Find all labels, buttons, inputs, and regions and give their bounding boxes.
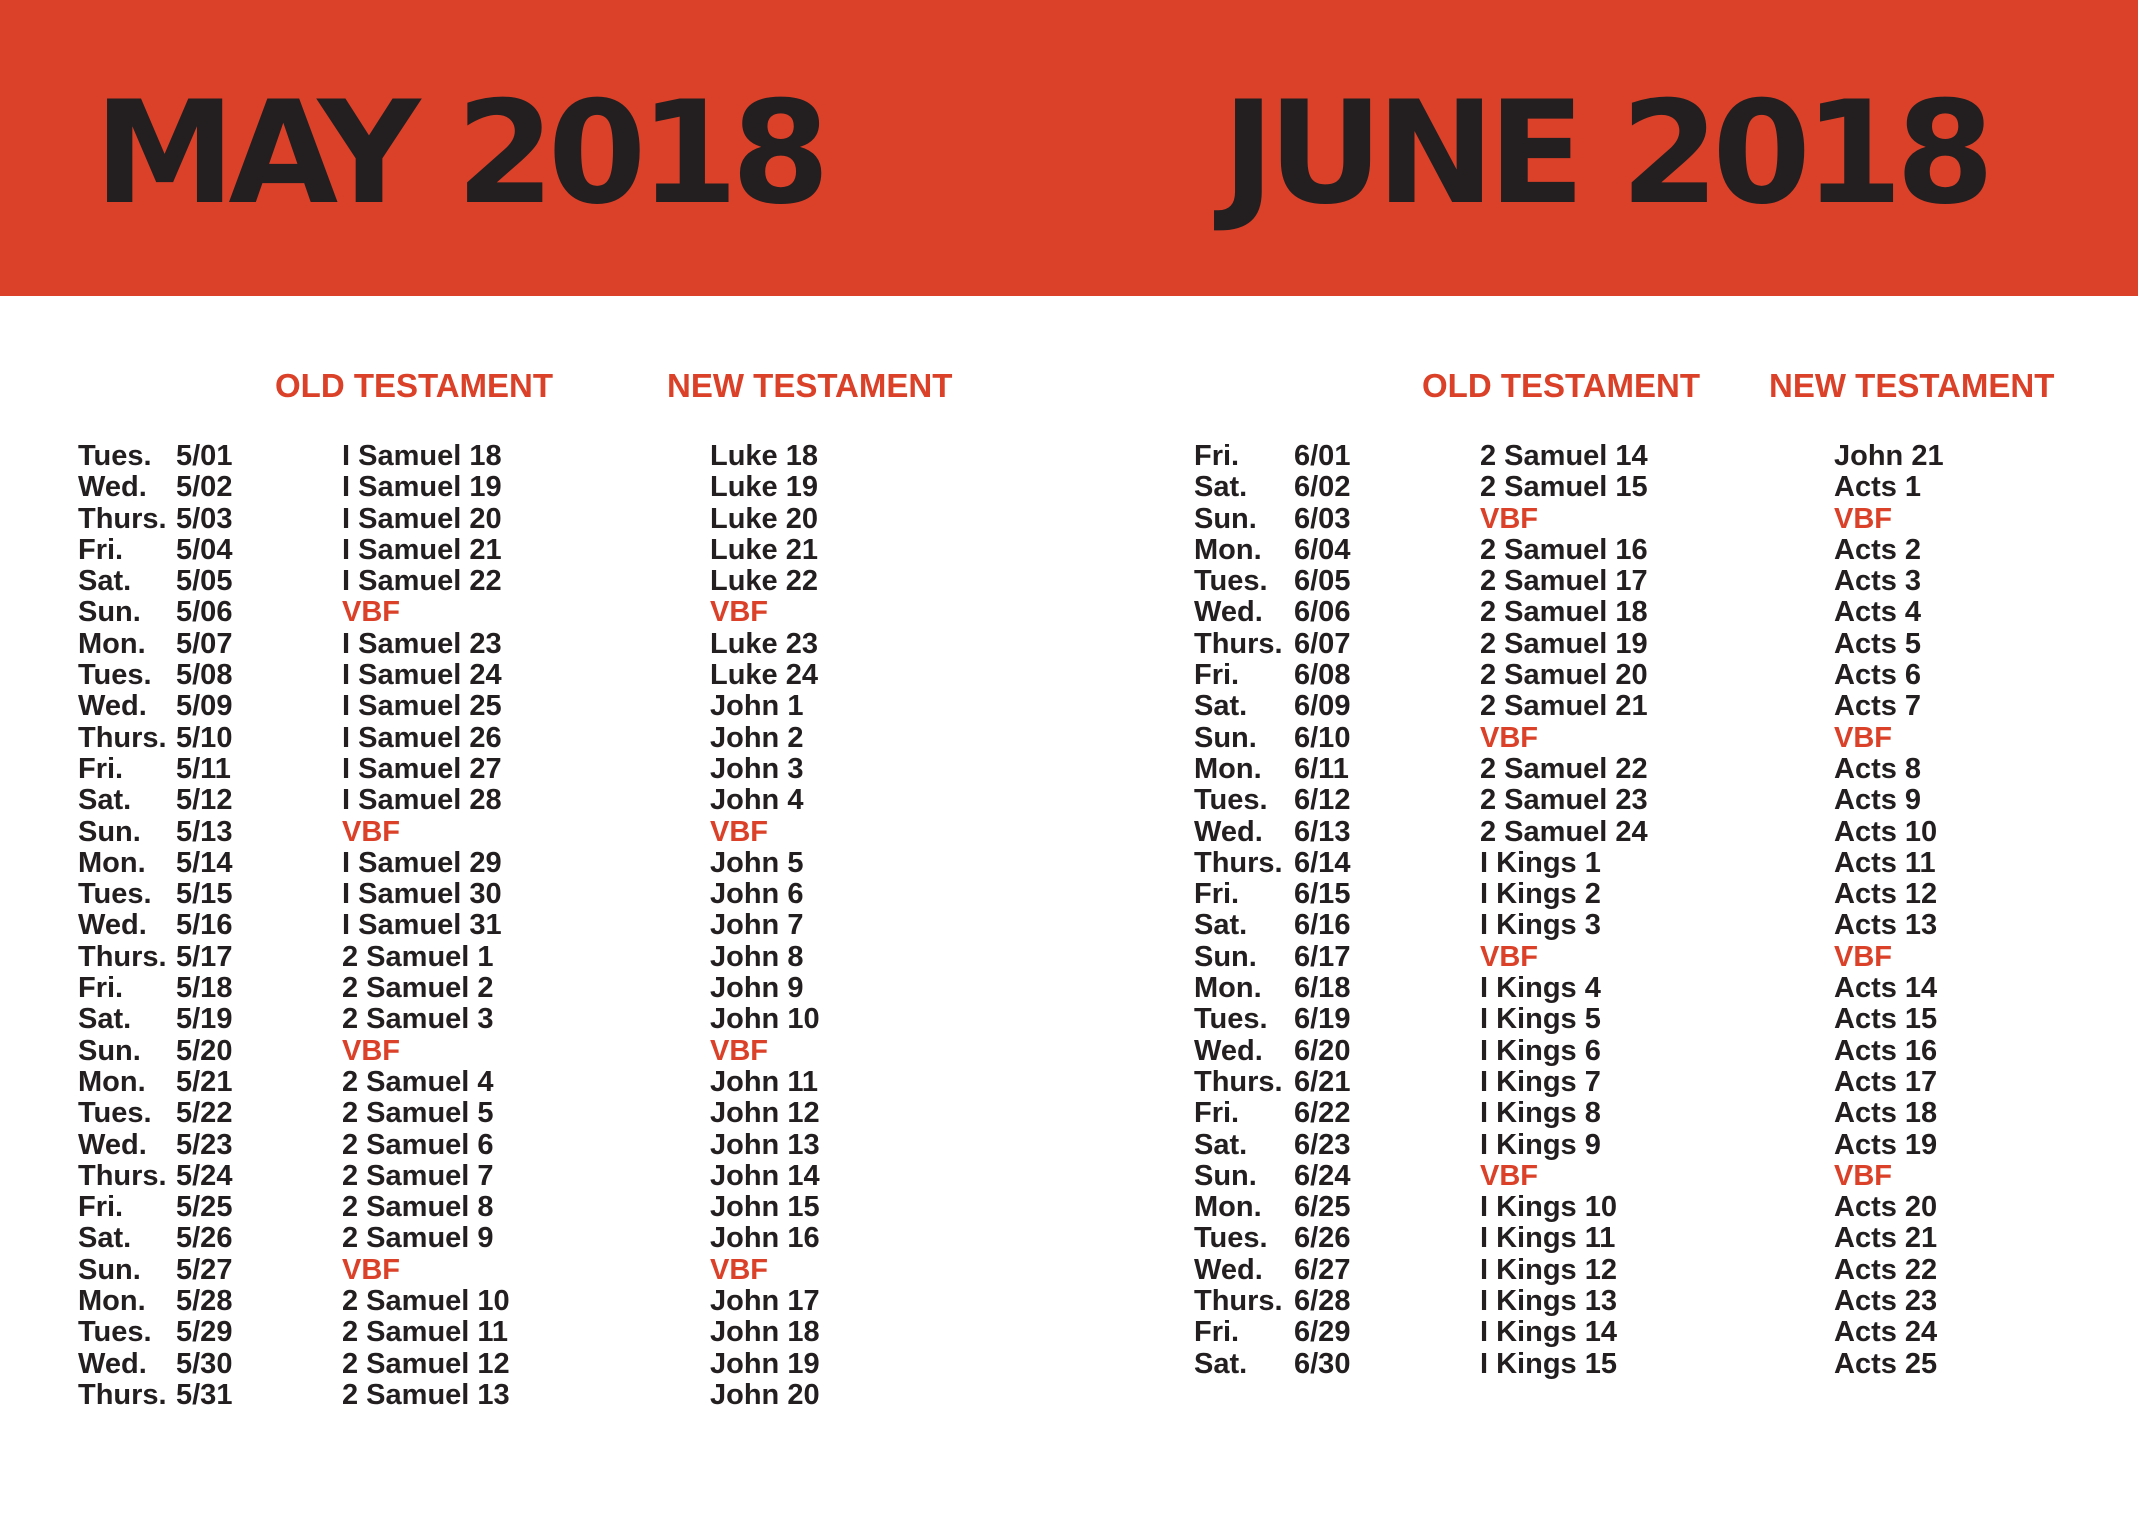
- new-testament-reading: Acts 23: [1834, 1285, 1938, 1318]
- new-testament-reading: Luke 24: [710, 659, 818, 692]
- day-label: Sun.: [1194, 940, 1257, 973]
- date-label: 5/13: [176, 815, 233, 848]
- date-label: 6/15: [1294, 878, 1351, 911]
- new-testament-reading: VBF: [710, 1253, 768, 1286]
- old-testament-reading: VBF: [342, 1253, 400, 1286]
- new-testament-reading: John 6: [710, 878, 804, 911]
- new-testament-reading: Acts 9: [1834, 784, 1922, 817]
- old-testament-reading: 2 Samuel 9: [342, 1222, 494, 1255]
- new-testament-reading: Acts 18: [1834, 1097, 1938, 1130]
- date-label: 6/20: [1294, 1034, 1351, 1067]
- day-label: Thurs.: [1194, 627, 1283, 660]
- day-label: Tues.: [78, 659, 152, 692]
- old-testament-reading: 2 Samuel 22: [1480, 752, 1648, 785]
- date-label: 6/11: [1294, 752, 1349, 785]
- new-testament-reading: Acts 22: [1834, 1253, 1938, 1286]
- day-label: Mon.: [78, 627, 146, 660]
- old-testament-reading: 2 Samuel 7: [342, 1159, 494, 1192]
- date-label: 6/17: [1294, 940, 1351, 973]
- old-testament-reading: 2 Samuel 2: [342, 972, 494, 1005]
- date-label: 5/31: [176, 1378, 233, 1411]
- date-label: 6/10: [1294, 721, 1351, 754]
- day-label: Fri.: [1194, 659, 1240, 692]
- new-testament-reading: Acts 14: [1834, 972, 1938, 1005]
- old-testament-reading: 2 Samuel 13: [342, 1378, 510, 1411]
- old-testament-reading: I Kings 12: [1480, 1253, 1617, 1286]
- day-label: Sat.: [1194, 1347, 1248, 1380]
- old-testament-reading: 2 Samuel 4: [342, 1065, 494, 1098]
- new-testament-reading: VBF: [1834, 502, 1892, 535]
- new-testament-reading: Acts 15: [1834, 1003, 1938, 1036]
- date-label: 5/23: [176, 1128, 233, 1161]
- day-label: Tues.: [1194, 784, 1268, 817]
- day-label: Sun.: [1194, 502, 1257, 535]
- day-label: Tues.: [1194, 565, 1268, 598]
- new-testament-reading: John 5: [710, 846, 804, 879]
- new-testament-reading: Acts 4: [1834, 596, 1922, 629]
- may-old-testament-header: OLD TESTAMENT: [275, 367, 554, 404]
- day-label: Fri.: [1194, 1316, 1240, 1349]
- new-testament-reading: Acts 7: [1834, 690, 1922, 723]
- day-label: Mon.: [78, 846, 146, 879]
- old-testament-reading: 2 Samuel 10: [342, 1285, 510, 1318]
- day-label: Mon.: [1194, 972, 1262, 1005]
- day-label: Sat.: [1194, 1128, 1248, 1161]
- date-label: 6/27: [1294, 1253, 1351, 1286]
- date-label: 6/06: [1294, 596, 1351, 629]
- new-testament-reading: John 10: [710, 1003, 820, 1036]
- date-label: 6/09: [1294, 690, 1351, 723]
- old-testament-reading: VBF: [1480, 721, 1538, 754]
- date-label: 5/04: [176, 533, 233, 566]
- new-testament-reading: Acts 20: [1834, 1191, 1938, 1224]
- date-label: 6/28: [1294, 1285, 1351, 1318]
- day-label: Tues.: [1194, 1222, 1268, 1255]
- old-testament-reading: VBF: [1480, 940, 1538, 973]
- day-label: Mon.: [1194, 752, 1262, 785]
- new-testament-reading: VBF: [1834, 940, 1892, 973]
- date-label: 5/06: [176, 596, 233, 629]
- old-testament-reading: I Kings 9: [1480, 1128, 1601, 1161]
- day-label: Mon.: [78, 1285, 146, 1318]
- day-label: Thurs.: [78, 721, 167, 754]
- new-testament-reading: Acts 8: [1834, 752, 1922, 785]
- new-testament-reading: John 20: [710, 1378, 820, 1411]
- old-testament-reading: I Kings 13: [1480, 1285, 1617, 1318]
- new-testament-reading: Luke 22: [710, 565, 818, 598]
- may-title: MAY 2018: [94, 71, 824, 236]
- old-testament-reading: 2 Samuel 8: [342, 1191, 494, 1224]
- june-title: JUNE 2018: [1222, 71, 1988, 236]
- date-label: 5/07: [176, 627, 233, 660]
- date-label: 6/18: [1294, 972, 1351, 1005]
- new-testament-reading: John 16: [710, 1222, 820, 1255]
- day-label: Fri.: [78, 752, 124, 785]
- day-label: Sun.: [78, 815, 141, 848]
- day-label: Thurs.: [1194, 1065, 1283, 1098]
- day-label: Sat.: [1194, 690, 1248, 723]
- old-testament-reading: VBF: [342, 815, 400, 848]
- day-label: Tues.: [78, 1097, 152, 1130]
- date-label: 6/22: [1294, 1097, 1351, 1130]
- date-label: 5/22: [176, 1097, 233, 1130]
- date-label: 5/14: [176, 846, 233, 879]
- new-testament-reading: Luke 23: [710, 627, 818, 660]
- day-label: Sun.: [78, 596, 141, 629]
- day-label: Thurs.: [78, 1159, 167, 1192]
- day-label: Sun.: [78, 1034, 141, 1067]
- day-label: Fri.: [78, 533, 124, 566]
- new-testament-reading: John 1: [710, 690, 804, 723]
- old-testament-reading: I Samuel 27: [342, 752, 502, 785]
- old-testament-reading: 2 Samuel 6: [342, 1128, 494, 1161]
- day-label: Thurs.: [78, 502, 167, 535]
- date-label: 6/19: [1294, 1003, 1351, 1036]
- date-label: 5/01: [176, 440, 233, 472]
- old-testament-reading: I Samuel 24: [342, 659, 502, 692]
- date-label: 5/28: [176, 1285, 233, 1318]
- day-label: Tues.: [1194, 1003, 1268, 1036]
- title-banner: [0, 0, 2138, 296]
- date-label: 5/20: [176, 1034, 233, 1067]
- old-testament-reading: I Kings 15: [1480, 1347, 1617, 1380]
- new-testament-reading: VBF: [710, 596, 768, 629]
- day-label: Tues.: [78, 878, 152, 911]
- date-label: 6/01: [1294, 440, 1351, 472]
- old-testament-reading: VBF: [1480, 1159, 1538, 1192]
- date-label: 5/18: [176, 972, 233, 1005]
- new-testament-reading: VBF: [1834, 721, 1892, 754]
- new-testament-reading: Acts 5: [1834, 627, 1922, 660]
- old-testament-reading: I Kings 8: [1480, 1097, 1601, 1130]
- old-testament-reading: 2 Samuel 14: [1480, 440, 1648, 472]
- day-label: Thurs.: [78, 940, 167, 973]
- day-label: Thurs.: [1194, 846, 1283, 879]
- day-label: Wed.: [78, 690, 147, 723]
- day-label: Sun.: [1194, 1159, 1257, 1192]
- new-testament-reading: John 9: [710, 972, 804, 1005]
- old-testament-reading: VBF: [1480, 502, 1538, 535]
- new-testament-reading: John 18: [710, 1316, 820, 1349]
- new-testament-reading: Acts 10: [1834, 815, 1938, 848]
- date-label: 5/30: [176, 1347, 233, 1380]
- day-label: Wed.: [1194, 596, 1263, 629]
- new-testament-reading: Acts 13: [1834, 909, 1938, 942]
- date-label: 6/25: [1294, 1191, 1351, 1224]
- new-testament-reading: VBF: [710, 1034, 768, 1067]
- date-label: 5/29: [176, 1316, 233, 1349]
- new-testament-reading: Acts 2: [1834, 533, 1922, 566]
- date-label: 6/07: [1294, 627, 1351, 660]
- new-testament-reading: Acts 12: [1834, 878, 1938, 911]
- day-label: Wed.: [1194, 815, 1263, 848]
- new-testament-reading: John 2: [710, 721, 804, 754]
- new-testament-reading: Luke 21: [710, 533, 818, 566]
- day-label: Fri.: [1194, 1097, 1240, 1130]
- new-testament-reading: John 11: [710, 1065, 818, 1098]
- old-testament-reading: VBF: [342, 596, 400, 629]
- date-label: 6/08: [1294, 659, 1351, 692]
- day-label: Wed.: [78, 909, 147, 942]
- new-testament-reading: Acts 16: [1834, 1034, 1938, 1067]
- new-testament-reading: Acts 6: [1834, 659, 1922, 692]
- date-label: 5/17: [176, 940, 233, 973]
- old-testament-reading: 2 Samuel 20: [1480, 659, 1648, 692]
- date-label: 6/21: [1294, 1065, 1351, 1098]
- date-label: 6/13: [1294, 815, 1351, 848]
- old-testament-reading: 2 Samuel 18: [1480, 596, 1648, 629]
- old-testament-reading: VBF: [342, 1034, 400, 1067]
- day-label: Wed.: [78, 1128, 147, 1161]
- day-label: Mon.: [78, 1065, 146, 1098]
- date-label: 5/16: [176, 909, 233, 942]
- date-label: 5/25: [176, 1191, 233, 1224]
- new-testament-reading: Luke 20: [710, 502, 818, 535]
- new-testament-reading: John 21: [1834, 440, 1944, 472]
- new-testament-reading: John 14: [710, 1159, 820, 1192]
- old-testament-reading: 2 Samuel 5: [342, 1097, 494, 1130]
- old-testament-reading: I Kings 4: [1480, 972, 1601, 1005]
- old-testament-reading: I Kings 2: [1480, 878, 1601, 911]
- old-testament-reading: I Samuel 25: [342, 690, 502, 723]
- new-testament-reading: John 3: [710, 752, 804, 785]
- day-label: Wed.: [78, 471, 147, 504]
- old-testament-reading: 2 Samuel 19: [1480, 627, 1648, 660]
- new-testament-reading: John 7: [710, 909, 804, 942]
- old-testament-reading: I Samuel 20: [342, 502, 502, 535]
- old-testament-reading: I Kings 10: [1480, 1191, 1617, 1224]
- day-label: Fri.: [1194, 440, 1240, 472]
- may-new-testament-header: NEW TESTAMENT: [667, 367, 953, 404]
- new-testament-reading: John 12: [710, 1097, 820, 1130]
- old-testament-reading: 2 Samuel 12: [342, 1347, 510, 1380]
- old-testament-reading: 2 Samuel 24: [1480, 815, 1648, 848]
- date-label: 6/03: [1294, 502, 1351, 535]
- old-testament-reading: I Samuel 28: [342, 784, 502, 817]
- day-label: Sun.: [78, 1253, 141, 1286]
- june-old-testament-header: OLD TESTAMENT: [1422, 367, 1701, 404]
- old-testament-reading: I Samuel 26: [342, 721, 502, 754]
- new-testament-reading: John 8: [710, 940, 804, 973]
- new-testament-reading: Luke 18: [710, 440, 818, 472]
- new-testament-reading: Acts 3: [1834, 565, 1922, 598]
- old-testament-reading: I Samuel 29: [342, 846, 502, 879]
- day-label: Fri.: [78, 972, 124, 1005]
- new-testament-reading: John 13: [710, 1128, 820, 1161]
- day-label: Sat.: [78, 565, 132, 598]
- old-testament-reading: 2 Samuel 11: [342, 1316, 509, 1349]
- old-testament-reading: I Kings 3: [1480, 909, 1601, 942]
- new-testament-reading: VBF: [710, 815, 768, 848]
- date-label: 5/08: [176, 659, 233, 692]
- day-label: Sat.: [1194, 471, 1248, 504]
- date-label: 5/09: [176, 690, 233, 723]
- old-testament-reading: 2 Samuel 3: [342, 1003, 494, 1036]
- day-label: Sun.: [1194, 721, 1257, 754]
- day-label: Sat.: [78, 1222, 132, 1255]
- new-testament-reading: John 15: [710, 1191, 820, 1224]
- date-label: 5/19: [176, 1003, 233, 1036]
- day-label: Mon.: [1194, 1191, 1262, 1224]
- day-label: Sat.: [78, 784, 132, 817]
- date-label: 5/03: [176, 502, 233, 535]
- old-testament-reading: I Samuel 30: [342, 878, 502, 911]
- new-testament-reading: Acts 21: [1834, 1222, 1938, 1255]
- day-label: Mon.: [1194, 533, 1262, 566]
- date-label: 6/26: [1294, 1222, 1351, 1255]
- day-label: Tues.: [78, 440, 152, 472]
- day-label: Wed.: [1194, 1253, 1263, 1286]
- day-label: Tues.: [78, 1316, 152, 1349]
- date-label: 5/24: [176, 1159, 233, 1192]
- old-testament-reading: I Kings 7: [1480, 1065, 1601, 1098]
- old-testament-reading: 2 Samuel 21: [1480, 690, 1648, 723]
- date-label: 5/11: [176, 752, 231, 785]
- old-testament-reading: 2 Samuel 15: [1480, 471, 1648, 504]
- new-testament-reading: Luke 19: [710, 471, 818, 504]
- date-label: 6/12: [1294, 784, 1351, 817]
- day-label: Thurs.: [1194, 1285, 1283, 1318]
- new-testament-reading: Acts 19: [1834, 1128, 1938, 1161]
- day-label: Fri.: [78, 1191, 124, 1224]
- old-testament-reading: 2 Samuel 23: [1480, 784, 1648, 817]
- old-testament-reading: I Samuel 31: [342, 909, 502, 942]
- old-testament-reading: I Samuel 18: [342, 440, 502, 472]
- date-label: 6/24: [1294, 1159, 1351, 1192]
- new-testament-reading: Acts 17: [1834, 1065, 1938, 1098]
- new-testament-reading: John 19: [710, 1347, 820, 1380]
- old-testament-reading: I Kings 6: [1480, 1034, 1601, 1067]
- new-testament-reading: John 4: [710, 784, 804, 817]
- old-testament-reading: I Samuel 21: [342, 533, 502, 566]
- new-testament-reading: Acts 11: [1834, 846, 1936, 879]
- day-label: Wed.: [1194, 1034, 1263, 1067]
- old-testament-reading: 2 Samuel 16: [1480, 533, 1648, 566]
- june-new-testament-header: NEW TESTAMENT: [1769, 367, 2055, 404]
- old-testament-reading: 2 Samuel 1: [342, 940, 494, 973]
- date-label: 6/29: [1294, 1316, 1351, 1349]
- date-label: 6/30: [1294, 1347, 1351, 1380]
- date-label: 6/04: [1294, 533, 1351, 566]
- date-label: 5/10: [176, 721, 233, 754]
- new-testament-reading: Acts 1: [1834, 471, 1922, 504]
- date-label: 6/23: [1294, 1128, 1351, 1161]
- old-testament-reading: I Kings 11: [1480, 1222, 1616, 1255]
- old-testament-reading: I Kings 1: [1480, 846, 1601, 879]
- old-testament-reading: I Kings 5: [1480, 1003, 1601, 1036]
- old-testament-reading: I Samuel 19: [342, 471, 502, 504]
- date-label: 5/05: [176, 565, 233, 598]
- date-label: 6/02: [1294, 471, 1351, 504]
- day-label: Thurs.: [78, 1378, 167, 1411]
- day-label: Sat.: [78, 1003, 132, 1036]
- old-testament-reading: 2 Samuel 17: [1480, 565, 1648, 598]
- old-testament-reading: I Samuel 22: [342, 565, 502, 598]
- new-testament-reading: Acts 25: [1834, 1347, 1938, 1380]
- date-label: 5/21: [176, 1065, 233, 1098]
- day-label: Fri.: [1194, 878, 1240, 911]
- new-testament-reading: Acts 24: [1834, 1316, 1938, 1349]
- date-label: 5/15: [176, 878, 233, 911]
- day-label: Sat.: [1194, 909, 1248, 942]
- new-testament-reading: VBF: [1834, 1159, 1892, 1192]
- date-label: 6/14: [1294, 846, 1351, 879]
- date-label: 5/02: [176, 471, 233, 504]
- date-label: 5/26: [176, 1222, 233, 1255]
- date-label: 5/12: [176, 784, 233, 817]
- new-testament-reading: John 17: [710, 1285, 820, 1318]
- date-label: 6/16: [1294, 909, 1351, 942]
- date-label: 6/05: [1294, 565, 1351, 598]
- old-testament-reading: I Samuel 23: [342, 627, 502, 660]
- day-label: Wed.: [78, 1347, 147, 1380]
- date-label: 5/27: [176, 1253, 233, 1286]
- old-testament-reading: I Kings 14: [1480, 1316, 1617, 1349]
